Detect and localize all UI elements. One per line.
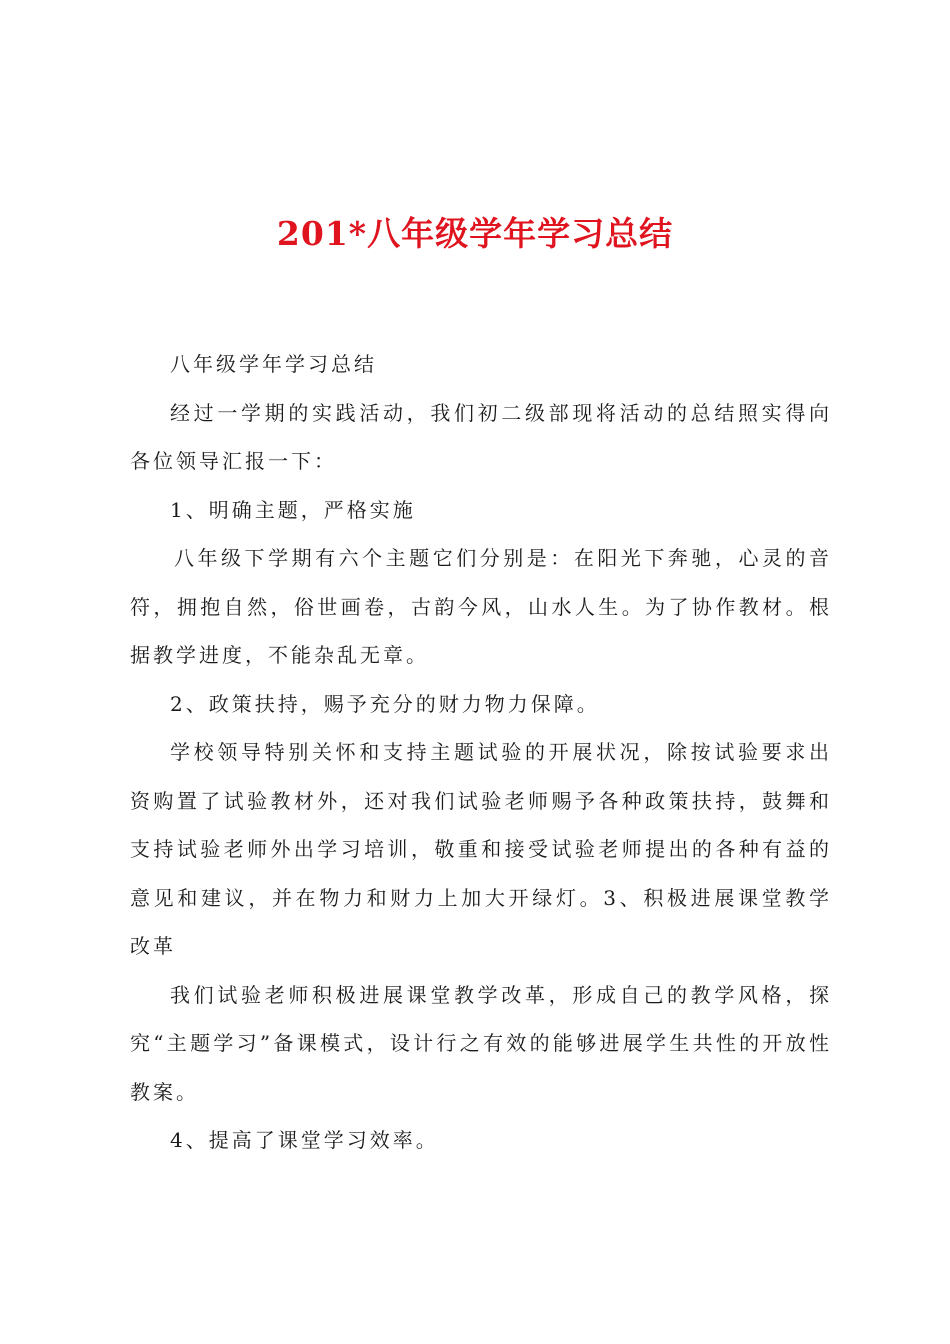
paragraph-support: 学校领导特别关怀和支持主题试验的开展状况，除按试验要求出资购置了试验教材外，还对我们试验老师赐予各种政策扶持，鼓舞和支持试验老师外出学习培训，敬重和接受试验老师提出的各种有益的意见和建议，并在物力和财力上加大开绿灯。3、积极进展课堂教学改革 — [130, 740, 832, 958]
paragraph-intro: 经过一学期的实践活动，我们初二级部现将活动的总结照实得向各位领导汇报一下： — [130, 400, 832, 473]
heading-1: 1、明确主题，严格实施 — [170, 497, 416, 522]
paragraph-themes: 八年级下学期有六个主题它们分别是：在阳光下奔驰，心灵的音符，拥抱自然，俗世画卷，古韵今风，山水人生。为了协作教材。根据教学进度，不能杂乱无章。 — [130, 546, 832, 667]
paragraph-subtitle: 八年级学年学习总结 — [170, 352, 377, 376]
document-body — [130, 340, 832, 1165]
heading-4: 4、提高了课堂学习效率。 — [170, 1128, 439, 1152]
paragraph-reform: 我们试验老师积极进展课堂教学改革，形成自己的教学风格，探究“主题学习”备课模式，设计行之有效的能够进展学生共性的开放性教案。 — [130, 982, 832, 1104]
heading-2: 2、政策扶持，赐予充分的财力物力保障。 — [170, 691, 600, 716]
document-title: 201*八年级学年学习总结 — [276, 214, 674, 253]
